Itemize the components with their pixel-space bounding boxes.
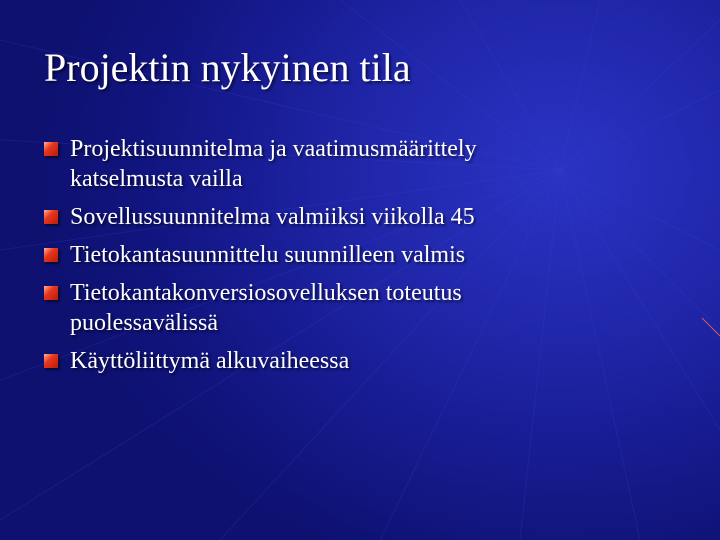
bullet-item: [42, 202, 642, 232]
bullet-text: Sovellussuunnitelma valmiiksi viikolla 45: [70, 204, 475, 230]
red-square-icon: [44, 286, 58, 300]
slide-title: Projektin nykyinen tila: [44, 45, 411, 90]
bullet-item: [42, 346, 642, 376]
bullet-text: Tietokantakonversiosovelluksen toteutus puolessavälissä: [70, 280, 462, 336]
bullet-text: Käyttöliittymä alkuvaiheessa: [70, 348, 350, 374]
bullet-text: Tietokantasuunnittelu suunnilleen valmis: [70, 242, 466, 268]
red-square-icon: [44, 142, 58, 156]
red-square-icon: [44, 248, 58, 262]
bullet-text: Projektisuunnitelma ja vaatimusmäärittely katselmusta vailla: [70, 136, 477, 192]
bullet-item: [42, 278, 642, 338]
bullet-list: [42, 134, 642, 384]
red-square-icon: [44, 354, 58, 368]
bullet-item: [42, 134, 642, 194]
red-square-icon: [44, 210, 58, 224]
bullet-item: [42, 240, 642, 270]
